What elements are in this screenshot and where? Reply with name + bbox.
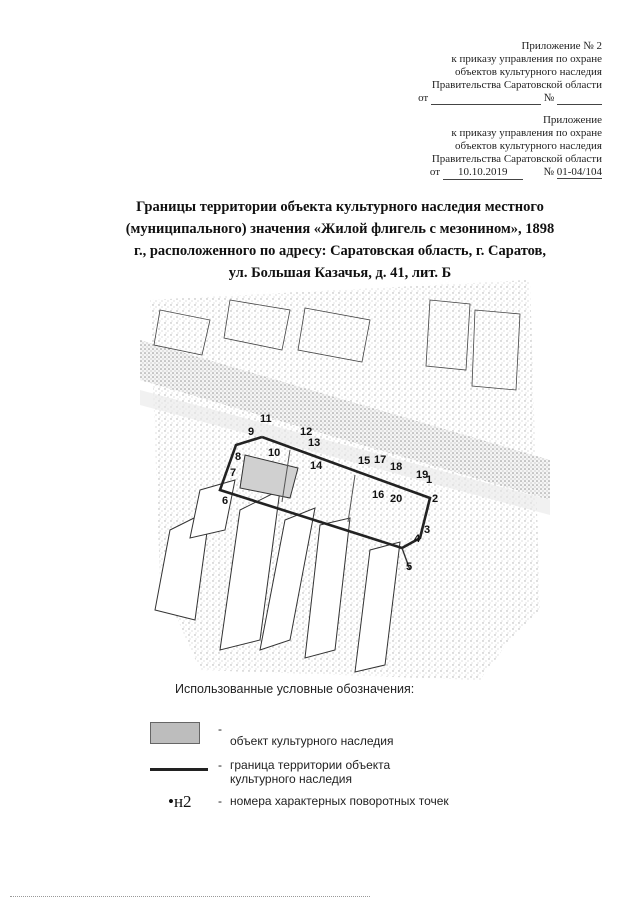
number-label: № [543,92,555,104]
header-line: объектов культурного наследия [455,140,602,152]
legend-title: Использованные условные обозначения: [175,682,415,696]
header-line: к приказу управления по охране [451,53,602,65]
number-label: № [543,166,555,178]
from-label: от [418,92,429,104]
title-line: ул. Большая Казачья, д. 41, лит. Б [228,265,452,281]
title-line: г., расположенного по адресу: Саратовская область, г. Саратов, [134,243,546,259]
point-label: 10 [268,447,281,459]
legend-label: номера характерных поворотных точек [230,794,449,808]
appendix-header [342,114,602,180]
point-label: 7 [230,467,237,479]
appendix-number: Приложение № 2 [521,40,602,52]
from-label: от [429,166,441,178]
point-label: 12 [300,426,313,438]
header-line: к приказу управления по охране [451,127,602,139]
point-label: 4 [414,533,421,545]
point-symbol-sample: •н2 [168,792,192,811]
title-line: Границы территории объекта культурного наследия местного [136,199,544,215]
map-background [150,280,540,680]
footer-dotted-line [10,896,370,897]
point-label: 9 [248,426,255,438]
point-label: 18 [390,461,403,473]
legend-dash: - [218,722,222,736]
point-label: 15 [358,455,371,467]
header-line: Правительства Саратовской области [431,153,602,165]
document-title [60,196,620,284]
title-line: (муниципального) значения «Жилой флигель с мезонином», 1898 [125,221,555,237]
point-label: 6 [222,495,229,507]
order-date: 10.10.2019 [443,166,523,180]
point-label: 8 [235,451,242,463]
appendix-header-2 [342,40,602,105]
point-label: 19 [416,469,429,481]
point-label: 1 [426,474,433,486]
header-date-line [342,166,602,180]
cadastral-map [140,280,550,680]
point-label: 11 [260,413,272,425]
header-line: Правительства Саратовской области [431,79,602,91]
header-line: объектов культурного наследия [455,66,602,78]
date-blank [431,94,541,105]
heritage-swatch [150,722,200,744]
point-label: 3 [424,524,431,536]
boundary-sample [150,768,208,771]
point-label: 13 [308,437,321,449]
header-date-line [342,92,602,105]
point-label: 17 [374,454,387,466]
legend-label [230,758,490,786]
point-label: 2 [432,493,439,505]
point-label: 20 [390,493,403,505]
number-blank [557,94,602,105]
legend-dash: - [218,794,222,808]
order-number: 01-04/104 [556,166,602,178]
legend-label-line: культурного наследия [230,772,352,786]
legend-label-line: граница территории объекта [230,758,391,772]
legend-label: объект культурного наследия [230,734,394,748]
appendix-label: Приложение [542,114,602,126]
point-label: 5 [406,561,413,573]
legend-dash: - [218,758,222,772]
point-label: 16 [372,489,385,501]
point-label: 14 [310,460,323,472]
